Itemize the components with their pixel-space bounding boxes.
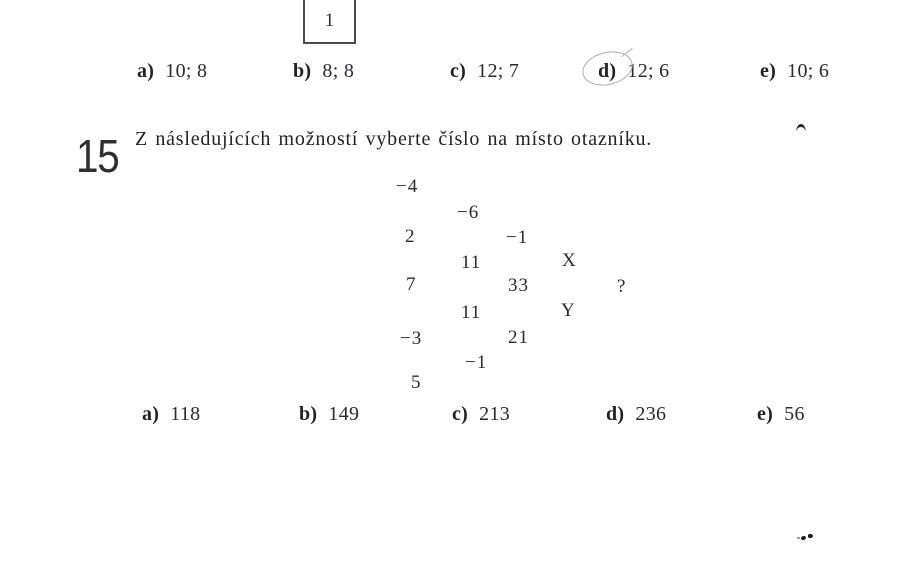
- option-value: 12; 6: [627, 60, 670, 82]
- option-value: 10; 6: [787, 60, 830, 82]
- pattern-cell: −6: [457, 202, 480, 223]
- pattern-cell: 2: [405, 226, 416, 247]
- option-letter: a): [137, 60, 155, 82]
- cropped-figure-box: [303, 0, 356, 44]
- option-letter: a): [142, 403, 160, 425]
- option-letter: c): [450, 60, 467, 82]
- pencil-circle-mark: [579, 47, 636, 91]
- option-value: 12; 7: [477, 60, 520, 82]
- question-text: Z následujících možností vyberte číslo na místo otazníku.: [135, 128, 653, 150]
- option-row1-e: [760, 60, 829, 83]
- option-value: 236: [635, 403, 667, 425]
- option-row1-b: [293, 60, 354, 83]
- option-letter: e): [760, 60, 777, 82]
- pattern-cell: X: [562, 250, 577, 271]
- option-value: 118: [170, 403, 201, 425]
- ink-speck: [801, 535, 807, 540]
- pattern-cell: −1: [465, 352, 488, 373]
- pattern-cell: 11: [461, 302, 482, 323]
- option-row2-e: [757, 403, 805, 426]
- option-value: 56: [784, 403, 805, 425]
- option-row2-b: [299, 403, 359, 426]
- option-value: 8; 8: [322, 60, 355, 82]
- option-letter: b): [299, 403, 318, 425]
- option-value: 149: [328, 403, 360, 425]
- pattern-cell: 7: [406, 274, 417, 295]
- ink-speck: [797, 537, 800, 539]
- pattern-cell: 5: [411, 372, 422, 393]
- option-letter: d): [598, 60, 617, 82]
- option-letter: d): [606, 403, 625, 425]
- pattern-cell: 33: [508, 275, 529, 296]
- option-letter: e): [757, 403, 774, 425]
- pattern-cell: ?: [617, 276, 627, 297]
- question-number: 15: [76, 130, 119, 182]
- pattern-cell: −3: [400, 328, 423, 349]
- figure-box-number: 1: [324, 10, 335, 31]
- pattern-cell: −4: [396, 176, 419, 197]
- pattern-cell: 11: [461, 252, 482, 273]
- option-value: 213: [479, 403, 511, 425]
- ink-arc-mark: [796, 124, 806, 134]
- option-letter: b): [293, 60, 312, 82]
- pattern-cell: 21: [508, 327, 529, 348]
- option-letter: c): [452, 403, 469, 425]
- option-row2-d: [606, 403, 666, 426]
- ink-speck: [808, 534, 813, 538]
- option-row1-a: [137, 60, 207, 83]
- option-value: 10; 8: [165, 60, 208, 82]
- pattern-cell: −1: [506, 227, 529, 248]
- option-row1-c: [450, 60, 519, 83]
- option-row2-a: [142, 403, 200, 426]
- pattern-cell: Y: [561, 300, 576, 321]
- option-row2-c: [452, 403, 510, 426]
